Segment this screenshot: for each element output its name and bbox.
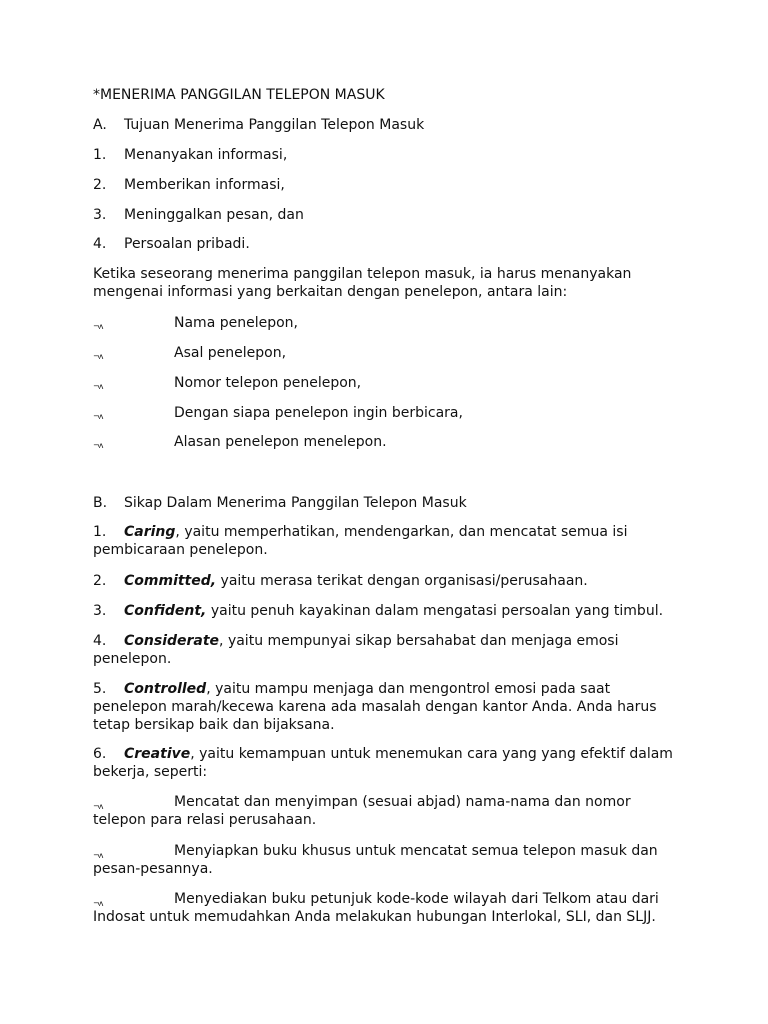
- bullet-symbol-icon: ¬ʌ: [93, 802, 103, 811]
- bullet-item: ¬ʌ Menyiapkan buku khusus untuk mencatat semua telepon masuk dan pesan-pesannya.: [93, 843, 658, 877]
- bullet-symbol-icon: ¬ʌ: [93, 899, 103, 908]
- term: Controlled: [124, 681, 207, 697]
- list-item: 2. Memberikan informasi,: [93, 177, 285, 193]
- bullet-item: ¬ʌ Menyediakan buku petunjuk kode-kode wilayah dari Telkom atau dari Indosat untuk memudahkan Anda melakukan hubungan Interlokal, SLI, dan SLJJ.: [93, 891, 659, 925]
- term: Creative: [124, 746, 191, 762]
- list-item: 6. Creative, yaitu kemampuan untuk menemukan cara yang yang efektif dalam bekerja, seperti:: [93, 746, 673, 780]
- section-b-title: Sikap Dalam Menerima Panggilan Telepon Masuk: [124, 495, 467, 511]
- section-a-label: A.: [93, 117, 107, 133]
- bullet-symbol-icon: ¬ʌ: [93, 851, 103, 860]
- bullet-item: ¬ʌ Mencatat dan menyimpan (sesuai abjad) nama-nama dan nomor telepon para relasi perusahaan.: [93, 794, 631, 828]
- term: Caring: [124, 524, 176, 540]
- term: Considerate: [124, 633, 220, 649]
- intro-paragraph: Ketika seseorang menerima panggilan telepon masuk, ia harus menanyakan mengenai informasi yang berkaitan dengan penelepon, antara lain:: [93, 266, 632, 300]
- list-item: 3. Meninggalkan pesan, dan: [93, 207, 304, 223]
- list-item: 2. Committed, yaitu merasa terikat dengan organisasi/perusahaan.: [93, 573, 588, 589]
- bullet-symbol-icon: ¬ʌ: [93, 322, 103, 331]
- section-b-label: B.: [93, 495, 108, 511]
- document-title: *MENERIMA PANGGILAN TELEPON MASUK: [93, 87, 385, 103]
- section-a-title: Tujuan Menerima Panggilan Telepon Masuk: [124, 117, 425, 133]
- list-item: 1. Menanyakan informasi,: [93, 147, 288, 163]
- list-item: 4. Considerate, yaitu mempunyai sikap bersahabat dan menjaga emosi penelepon.: [93, 633, 619, 667]
- term: Confident,: [124, 603, 207, 619]
- document-page: *MENERIMA PANGGILAN TELEPON MASUK A. Tujuan Menerima Panggilan Telepon Masuk 1. Menanyakan informasi, 2. Memberikan informasi, 3. Meninggalkan pesan, dan 4. Persoalan pribadi. Ketika seseorang menerima panggilan telepon masuk, ia harus menanyakan mengenai informasi yang berkaitan dengan penelepon, antara lain: ¬ʌ Nama penelepon, ¬ʌ Asal penelepon, ¬ʌ Nomor telepon penelepon, ¬ʌ Dengan siapa penelepon ingin berbicara, ¬ʌ Alasan penelepon menelepon. B. Sikap Dalam Menerima Panggilan Telepon Masuk 1. Caring, yaitu memperhatikan, mendengarkan, dan mencatat semua isi pembicaraan penelepon. 2. Committed, yaitu merasa terikat dengan organisasi/perusahaan. 3. Confident, yaitu penuh kayakinan dalam mengatasi persoalan yang timbul. 4. Considerate, yaitu mempunyai sikap bersahabat dan menjaga emosi penelepon. 5. Controlled, yaitu mampu menjaga dan mengontrol emosi pada saat penelepon marah/kecewa karena ada masalah dengan kantor Anda. Anda harus tetap bersikap baik dan bijaksana. 6. Creative, yaitu kemampuan untuk menemukan cara yang yang efektif dalam bekerja, seperti: ¬ʌ Mencatat dan menyimpan (sesuai abjad) nama-nama dan nomor telepon para relasi perusahaan. ¬ʌ Menyiapkan buku khusus untuk mencatat semua telepon masuk dan pesan-pesannya. ¬ʌ Menyediakan buku petunjuk kode-kode wilayah dari Telkom atau dari Indosat untuk memudahkan Anda melakukan hubungan Interlokal, SLI, dan SLJJ.: [0, 0, 768, 1024]
- bullet-symbol-icon: ¬ʌ: [93, 382, 103, 391]
- section-a-heading: [93, 116, 693, 134]
- term: Committed,: [124, 573, 217, 589]
- bullet-symbol-icon: ¬ʌ: [93, 412, 103, 421]
- section-b-heading: [93, 494, 693, 512]
- list-item: 5. Controlled, yaitu mampu menjaga dan mengontrol emosi pada saat penelepon marah/kecewa karena ada masalah dengan kantor Anda. Anda harus tetap bersikap baik dan bijaksana.: [93, 681, 657, 733]
- list-item: 4. Persoalan pribadi.: [93, 236, 250, 252]
- bullet-symbol-icon: ¬ʌ: [93, 352, 103, 361]
- bullet-symbol-icon: ¬ʌ: [93, 441, 103, 450]
- list-item: 3. Confident, yaitu penuh kayakinan dalam mengatasi persoalan yang timbul.: [93, 603, 664, 619]
- list-item: 1. Caring, yaitu memperhatikan, mendengarkan, dan mencatat semua isi pembicaraan penelepon.: [93, 524, 628, 558]
